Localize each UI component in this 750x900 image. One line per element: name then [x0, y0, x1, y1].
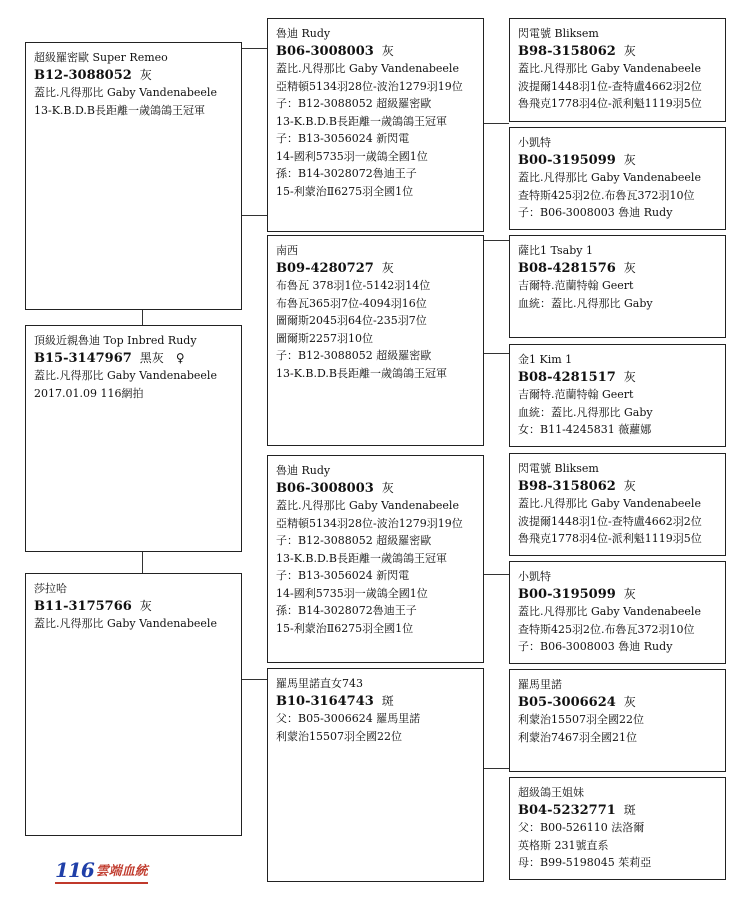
connector	[483, 574, 509, 575]
detail-line: 蓋比.凡得那比 Gaby Vandenabeele	[276, 62, 459, 75]
detail-line: 蓋比.凡得那比 Gaby Vandenabeele	[518, 605, 701, 618]
ring-number: B08-4281517	[518, 369, 616, 385]
feather-color: 灰	[381, 260, 394, 275]
connector	[483, 353, 509, 354]
ring-number: B04-5232771	[518, 802, 616, 818]
feather-color: 灰	[139, 67, 152, 82]
ring-row	[518, 478, 717, 496]
ring-number: B09-4280727	[276, 260, 374, 276]
ring-number: B12-3088052	[34, 67, 132, 83]
bird-name: 莎拉哈	[34, 582, 67, 595]
detail-line: 14-國利5735羽一歲鴿全國1位	[276, 149, 428, 163]
pedigree-card-dam-sire	[267, 455, 484, 663]
detail-line: 13-K.B.D.B長距離一歲鴿鴿王冠軍	[276, 114, 448, 128]
ring-number: B00-3195099	[518, 152, 616, 168]
detail-line: 魯飛克1778羽4位-派利魁1119羽5位	[518, 532, 702, 545]
ring-number: B15-3147967	[34, 350, 132, 366]
detail-line: 英格斯 231號直系	[518, 838, 609, 852]
connector	[241, 679, 267, 680]
detail-line: 波提爾1448羽1位-查特盧4662羽2位	[518, 79, 702, 93]
ring-number: B98-3158062	[518, 478, 616, 494]
detail-line: 吉爾特.范蘭特翰 Geert	[518, 388, 634, 401]
detail-line: 布魯瓦365羽7位-4094羽16位	[276, 296, 427, 310]
detail-line: 魯飛克1778羽4位-派利魁1119羽5位	[518, 97, 702, 110]
ring-number: B06-3008003	[276, 43, 374, 59]
brand-logo	[55, 858, 148, 882]
pedigree-card-subject	[25, 325, 242, 552]
bird-name: 魯迪 Rudy	[276, 464, 331, 477]
bird-name: 閃電號 Bliksem	[518, 462, 599, 475]
pedigree-card-dam	[25, 573, 242, 836]
ring-row	[276, 480, 475, 498]
connector	[241, 48, 267, 49]
ring-number: B00-3195099	[518, 586, 616, 602]
pedigree-card-dss	[509, 453, 726, 556]
connector	[142, 310, 143, 326]
bird-name: 南西	[276, 244, 298, 257]
detail-line: 圖爾斯2045羽64位-235羽7位	[276, 314, 427, 327]
feather-color: 灰	[623, 152, 636, 167]
detail-line: 子：B12-3088052 超級羅密歐	[276, 349, 432, 362]
feather-color: 灰	[623, 43, 636, 58]
ring-row	[276, 43, 475, 61]
detail-line: 蓋比.凡得那比 Gaby Vandenabeele	[518, 171, 701, 184]
pedigree-card-dsd	[509, 561, 726, 664]
feather-color: 斑	[623, 802, 636, 817]
ring-row	[518, 586, 717, 604]
detail-line: 血統：蓋比.凡得那比 Gaby	[518, 405, 653, 419]
detail-line: 2017.01.09 116網拍	[34, 386, 144, 400]
pedigree-card-sire-sire	[267, 18, 484, 232]
bird-name: 薩比1 Tsaby 1	[518, 244, 593, 257]
ring-row	[518, 260, 717, 278]
connector	[483, 240, 509, 241]
detail-line: 亞精頓5134羽28位-波治1279羽19位	[276, 79, 463, 93]
detail-line: 蓋比.凡得那比 Gaby Vandenabeele	[34, 369, 217, 382]
pedigree-card-dam-dam	[267, 668, 484, 882]
pedigree-card-sdd	[509, 344, 726, 447]
feather-color: 黑灰	[139, 350, 164, 365]
detail-line: 子：B06-3008003 魯迪 Rudy	[518, 640, 673, 653]
connector	[483, 768, 509, 769]
detail-line: 孫：B14-3028072魯迪王子	[276, 604, 417, 617]
detail-line: 15-利蒙治Ⅱ6275羽全國1位	[276, 184, 414, 198]
bird-name: 羅馬里諾直女743	[276, 677, 363, 690]
feather-color: 灰	[623, 369, 636, 384]
pedigree-card-sire	[25, 42, 242, 310]
ring-row	[518, 694, 717, 712]
pedigree-card-dds	[509, 669, 726, 772]
ring-number: B06-3008003	[276, 480, 374, 496]
ring-number: B10-3164743	[276, 693, 374, 709]
feather-color: 灰	[623, 478, 636, 493]
ring-row	[518, 369, 717, 387]
detail-line: 父：B05-3006624 羅馬里諾	[276, 712, 421, 725]
detail-line: 蓋比.凡得那比 Gaby Vandenabeele	[518, 497, 701, 510]
ring-row	[34, 67, 233, 85]
detail-line: 利蒙治7467羽全國21位	[518, 730, 637, 744]
feather-color: 灰	[381, 480, 394, 495]
bird-name: 羅馬里諾	[518, 678, 562, 691]
detail-line: 子：B12-3088052 超級羅密歐	[276, 97, 432, 110]
detail-line: 13-K.B.D.B長距離一歲鴿鴿王冠軍	[276, 551, 448, 565]
pedigree-card-ssd	[509, 127, 726, 230]
ring-row	[518, 802, 717, 820]
detail-line: 查特斯425羽2位.布魯瓦372羽10位	[518, 622, 695, 636]
feather-color: 灰	[623, 586, 636, 601]
ring-number: B05-3006624	[518, 694, 616, 710]
detail-line: 父：B00-526110 法洛爾	[518, 821, 645, 834]
detail-line: 波提爾1448羽1位-查特盧4662羽2位	[518, 514, 702, 528]
detail-line: 13-K.B.D.B長距離一歲鴿鴿王冠軍	[276, 366, 448, 380]
bird-name: 頂級近親魯迪 Top Inbred Rudy	[34, 334, 197, 347]
ring-row	[34, 598, 233, 616]
female-symbol: ♀	[175, 350, 185, 365]
feather-color: 灰	[623, 694, 636, 709]
ring-number: B08-4281576	[518, 260, 616, 276]
ring-number: B98-3158062	[518, 43, 616, 59]
feather-color: 灰	[139, 598, 152, 613]
connector	[241, 215, 267, 216]
detail-line: 蓋比.凡得那比 Gaby Vandenabeele	[34, 617, 217, 630]
detail-line: 血統：蓋比.凡得那比 Gaby	[518, 296, 653, 310]
detail-line: 利蒙治15507羽全國22位	[518, 713, 644, 726]
bird-name: 超級羅密歐 Super Remeo	[34, 51, 168, 64]
detail-line: 孫：B14-3028072魯迪王子	[276, 167, 417, 180]
logo-number: 116	[55, 858, 94, 882]
detail-line: 女：B11-4245831 薇蘿娜	[518, 423, 652, 436]
pedigree-card-sss	[509, 18, 726, 122]
feather-color: 斑	[381, 693, 394, 708]
detail-line: 蓋比.凡得那比 Gaby Vandenabeele	[276, 499, 459, 512]
detail-line: 查特斯425羽2位.布魯瓦372羽10位	[518, 188, 695, 202]
pedigree-card-ddd	[509, 777, 726, 880]
connector	[483, 123, 509, 124]
ring-row	[276, 693, 475, 711]
detail-line: 14-國利5735羽一歲鴿全國1位	[276, 586, 428, 600]
bird-name: 金1 Kim 1	[518, 353, 573, 366]
bird-name: 小凱特	[518, 570, 551, 583]
bird-name: 魯迪 Rudy	[276, 27, 331, 40]
bird-name: 閃電號 Bliksem	[518, 27, 599, 40]
bird-name: 小凱特	[518, 136, 551, 149]
detail-line: 子：B12-3088052 超級羅密歐	[276, 534, 432, 547]
detail-line: 子：B13-3056024 新閃電	[276, 569, 410, 582]
ring-row	[518, 152, 717, 170]
ring-number: B11-3175766	[34, 598, 132, 614]
ring-row	[276, 260, 475, 278]
detail-line: 15-利蒙治Ⅱ6275羽全國1位	[276, 621, 414, 635]
detail-line: 蓋比.凡得那比 Gaby Vandenabeele	[34, 86, 217, 99]
detail-line: 蓋比.凡得那比 Gaby Vandenabeele	[518, 62, 701, 75]
detail-line: 圖爾斯2257羽10位	[276, 331, 373, 345]
feather-color: 灰	[381, 43, 394, 58]
detail-line: 子：B06-3008003 魯迪 Rudy	[518, 206, 673, 219]
detail-line: 子：B13-3056024 新閃電	[276, 132, 410, 145]
bird-name: 超級鴿王姐妹	[518, 786, 584, 799]
connector	[142, 551, 143, 573]
pedigree-card-sire-dam	[267, 235, 484, 446]
pedigree-card-sds	[509, 235, 726, 338]
detail-line: 吉爾特.范蘭特翰 Geert	[518, 279, 634, 292]
detail-line: 布魯瓦 378羽1位-5142羽14位	[276, 279, 431, 292]
logo-text: 雲端血統	[95, 864, 148, 879]
detail-line: 13-K.B.D.B長距離一歲鴿鴿王冠軍	[34, 103, 206, 117]
detail-line: 母：B99-5198045 茱莉亞	[518, 856, 652, 869]
logo-underline	[55, 882, 148, 884]
detail-line: 利蒙治15507羽全國22位	[276, 729, 402, 743]
feather-color: 灰	[623, 260, 636, 275]
ring-row	[518, 43, 717, 61]
detail-line: 亞精頓5134羽28位-波治1279羽19位	[276, 516, 463, 530]
ring-row	[34, 350, 233, 368]
